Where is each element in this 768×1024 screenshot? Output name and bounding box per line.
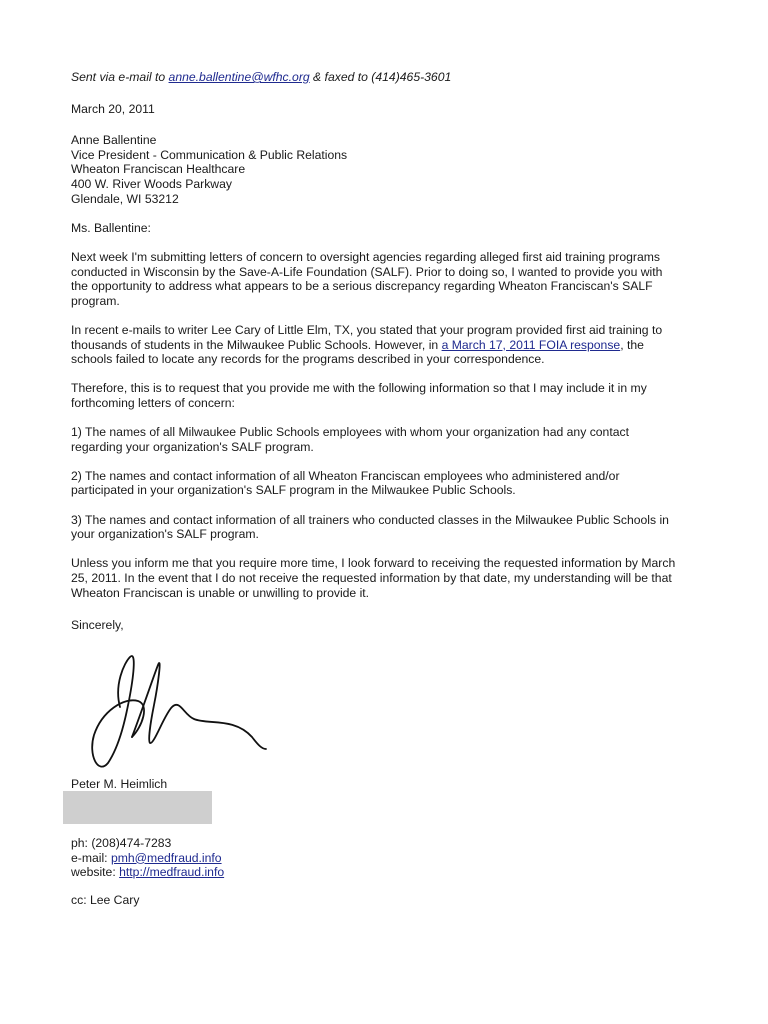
sender-contact [71,836,224,880]
paragraph-text: , the [620,337,644,352]
recipient-email-link[interactable]: anne.ballentine@wfhc.org [168,70,310,84]
letter-date: March 20, 2011 [71,101,155,116]
paragraph-6 [71,513,711,542]
paragraph-4 [71,425,711,454]
recipient-street: 400 W. River Woods Parkway [71,176,232,191]
paragraph-line: In recent e-mails to writer Lee Cary of Little Elm, TX, you stated that your program provided first aid training to [71,322,663,337]
recipient-city: Glendale, WI 53212 [71,191,179,206]
redaction-box [63,791,212,824]
paragraph-line: your organization's SALF program. [71,527,259,542]
paragraph-2 [71,323,711,367]
salutation: Ms. Ballentine: [71,220,151,235]
sender-name: Peter M. Heimlich [71,777,168,791]
paragraph-line: schools failed to locate any records for the programs described in your correspondence. [71,352,545,367]
recipient-address [71,133,711,206]
email-label: e-mail: [71,850,111,865]
paragraph-line: Next week I'm submitting letters of concern to oversight agencies regarding alleged first aid training programs [71,249,660,264]
transmission-prefix: Sent via e-mail to [71,70,169,84]
paragraph-line: program. [71,293,120,308]
transmission-suffix: & faxed to (414)465-3601 [309,70,452,84]
email-line [71,851,224,866]
paragraph-line: 1) The names of all Milwaukee Public Schools employees with whom your organization had any contact [71,425,629,440]
paragraph-line [71,338,711,353]
transmission-line [71,70,711,85]
paragraph-text: thousands of students in the Milwaukee Public Schools. However, in [71,337,442,352]
paragraph-line: 3) The names and contact information of all trainers who conducted classes in the Milwaukee Public Schools in [71,512,669,527]
recipient-title: Vice President - Communication & Public Relations [71,147,348,162]
paragraph-line: Unless you inform me that you require more time, I look forward to receiving the requested information by March [71,556,676,571]
paragraph-line: participated in your organization's SALF program in the Milwaukee Public Schools. [71,483,516,498]
paragraph-line: the opportunity to address what appears to be a serious discrepancy regarding Wheaton Franciscan's SALF [71,279,653,294]
paragraph-5 [71,469,711,498]
recipient-org: Wheaton Franciscan Healthcare [71,162,246,177]
phone-label: ph: [71,836,92,850]
paragraph-1 [71,250,711,308]
recipient-name: Anne Ballentine [71,133,157,148]
paragraph-line: Therefore, this is to request that you provide me with the following information so that I may include it in my [71,381,647,396]
handwritten-signature [84,645,284,775]
paragraph-line: forthcoming letters of concern: [71,395,235,410]
sender-email-link[interactable]: pmh@medfraud.info [110,850,222,865]
letter-body [71,70,711,600]
paragraph-line: Wheaton Franciscan is unable or unwilling to provide it. [71,585,370,600]
phone-number: (208)474-7283 [91,836,172,850]
cc-line: cc: Lee Cary [71,893,140,907]
paragraph-line: 2) The names and contact information of all Wheaton Franciscan employees who administered and/or [71,468,620,483]
paragraph-line: conducted in Wisconsin by the Save-A-Life Foundation (SALF). Prior to doing so, I wanted to provide you with [71,264,663,279]
website-line [71,865,224,880]
foia-response-link[interactable]: a March 17, 2011 FOIA response [441,337,621,352]
paragraph-7 [71,556,711,600]
paragraph-line: regarding your organization's SALF program. [71,439,314,454]
website-link[interactable]: http://medfraud.info [119,865,225,880]
paragraph-3 [71,381,711,410]
phone-line [71,836,224,851]
closing: Sincerely, [71,618,124,632]
paragraph-line: 25, 2011. In the event that I do not receive the requested information by that date, my understanding will be that [71,571,672,585]
website-label: website: [71,865,120,880]
